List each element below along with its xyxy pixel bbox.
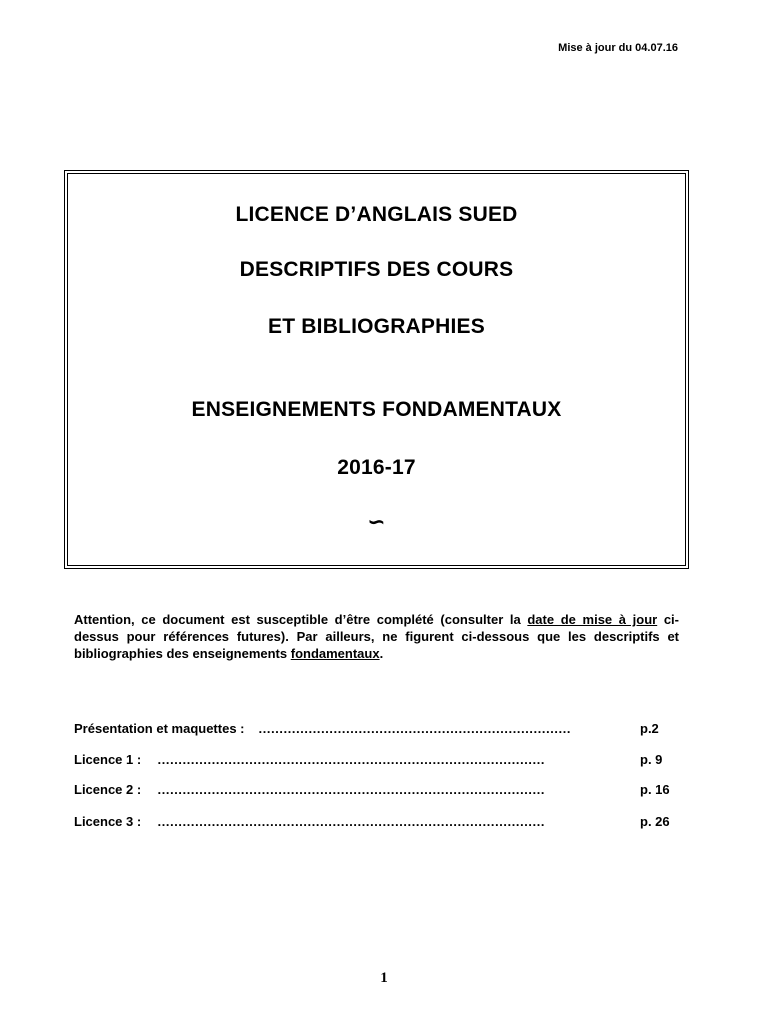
toc-page: p.2	[640, 721, 659, 736]
toc-page: p. 26	[640, 814, 670, 829]
title-line-1: LICENCE D’ANGLAIS SUED	[235, 203, 518, 226]
toc-label: Licence 1 :	[74, 752, 142, 767]
title-box	[64, 170, 689, 569]
notice-link-update-date: date de mise à jour	[527, 612, 658, 627]
toc-leader: …………………………………………………………………	[258, 721, 571, 736]
toc-entry-licence-2	[74, 782, 680, 800]
page-number: 1	[380, 970, 388, 986]
toc-label: Présentation et maquettes :	[74, 721, 245, 736]
notice-text-3: .	[379, 646, 384, 661]
title-line-5: 2016-17	[337, 456, 416, 479]
ornament-icon: ∽	[367, 509, 386, 534]
toc-label: Licence 2 :	[74, 782, 142, 797]
title-line-3: ET BIBLIOGRAPHIES	[268, 315, 485, 338]
title-line-4: ENSEIGNEMENTS FONDAMENTAUX	[191, 398, 562, 421]
toc-leader: …………………………………………………………………………………	[157, 782, 545, 797]
title-line-2: DESCRIPTIFS DES COURS	[239, 258, 514, 281]
toc-page: p. 9	[640, 752, 663, 767]
toc-leader: …………………………………………………………………………………	[157, 814, 545, 829]
update-date: Mise à jour du 04.07.16	[558, 42, 678, 54]
toc-page: p. 16	[640, 782, 670, 797]
toc-label: Licence 3 :	[74, 814, 142, 829]
toc-entry-presentation	[74, 721, 680, 739]
toc-entry-licence-1	[74, 752, 680, 770]
notice-text-2: ci-dessus pour références futures). Par ailleurs, ne figurent ci-dessous que les descriptifs et bibliographies des enseignements	[74, 612, 680, 661]
toc-entry-licence-3	[74, 814, 680, 832]
notice-text-1: Attention, ce document est susceptible d’être complété (consulter la	[74, 612, 528, 627]
notice-paragraph	[74, 611, 679, 662]
notice-link-fondamentaux: fondamentaux	[290, 646, 380, 661]
toc-leader: …………………………………………………………………………………	[157, 752, 545, 767]
